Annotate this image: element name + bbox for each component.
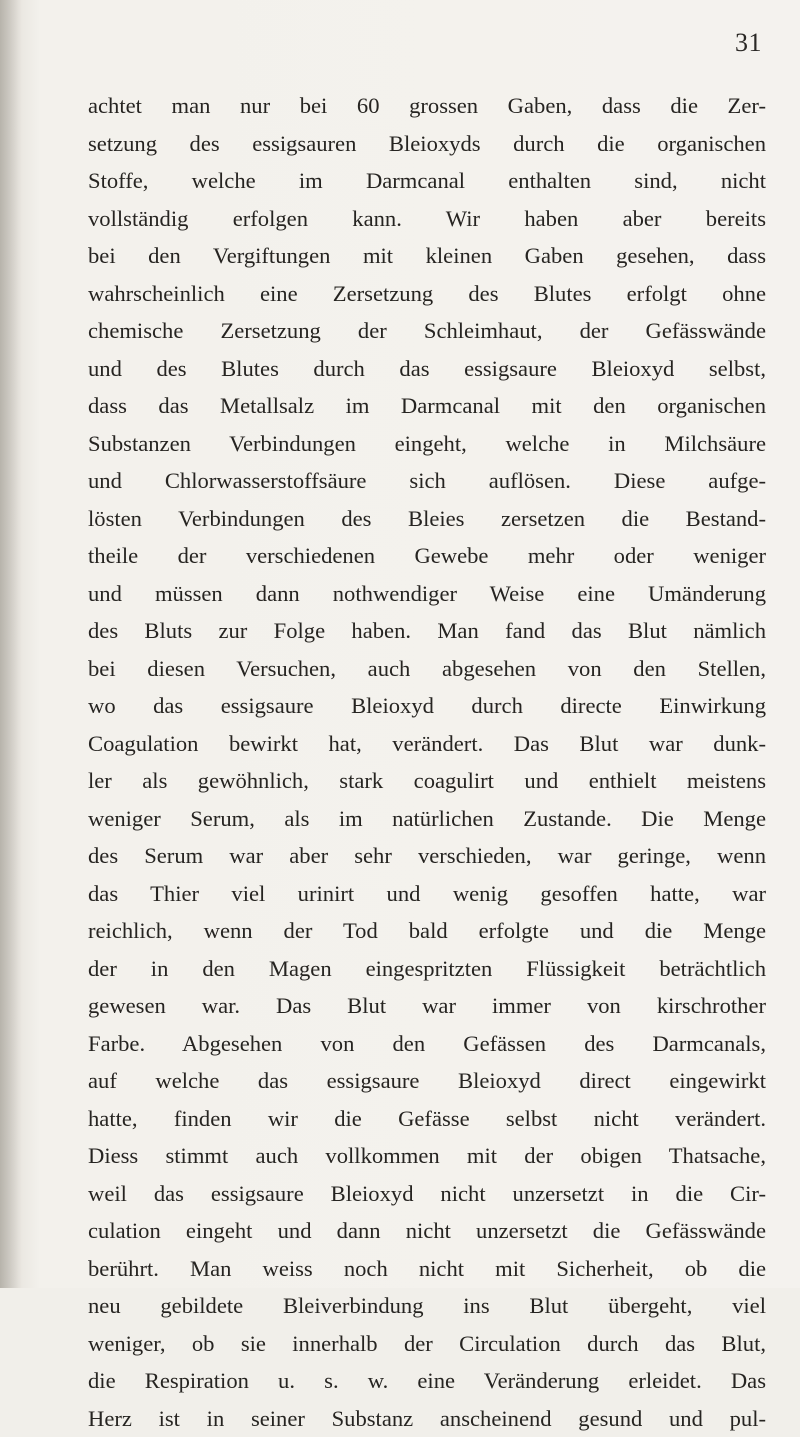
text-line: Stoffe, welche im Darmcanal enthalten sind, nicht (88, 162, 766, 200)
text-line: das Thier viel urinirt und wenig gesoffen hatte, war (88, 875, 766, 913)
text-line: des Bluts zur Folge haben. Man fand das Blut nämlich (88, 612, 766, 650)
text-line: bei den Vergiftungen mit kleinen Gaben gesehen, dass (88, 237, 766, 275)
text-line: vollständig erfolgen kann. Wir haben aber bereits (88, 200, 766, 238)
text-line: weil das essigsaure Bleioxyd nicht unzersetzt in die Cir- (88, 1175, 766, 1213)
body-text (88, 87, 766, 1437)
text-line: achtet man nur bei 60 grossen Gaben, dass die Zer- (88, 87, 766, 125)
text-line: dass das Metallsalz im Darmcanal mit den organischen (88, 387, 766, 425)
text-line: des Serum war aber sehr verschieden, war geringe, wenn (88, 837, 766, 875)
text-line: Diess stimmt auch vollkommen mit der obigen Thatsache, (88, 1137, 766, 1175)
text-line: weniger, ob sie innerhalb der Circulation durch das Blut, (88, 1325, 766, 1363)
text-line: und des Blutes durch das essigsaure Bleioxyd selbst, (88, 350, 766, 388)
text-line: hatte, finden wir die Gefässe selbst nicht verändert. (88, 1100, 766, 1138)
text-line: bei diesen Versuchen, auch abgesehen von den Stellen, (88, 650, 766, 688)
text-line: lösten Verbindungen des Bleies zersetzen die Bestand- (88, 500, 766, 538)
text-line: gewesen war. Das Blut war immer von kirschrother (88, 987, 766, 1025)
text-line: berührt. Man weiss noch nicht mit Sicherheit, ob die (88, 1250, 766, 1288)
text-line: reichlich, wenn der Tod bald erfolgte und die Menge (88, 912, 766, 950)
text-line: chemische Zersetzung der Schleimhaut, der Gefässwände (88, 312, 766, 350)
text-line: weniger Serum, als im natürlichen Zustande. Die Menge (88, 800, 766, 838)
text-line: auf welche das essigsaure Bleioxyd direct eingewirkt (88, 1062, 766, 1100)
text-line: neu gebildete Bleiverbindung ins Blut übergeht, viel (88, 1287, 766, 1325)
text-line: ler als gewöhnlich, stark coagulirt und enthielt meistens (88, 762, 766, 800)
text-line: der in den Magen eingespritzten Flüssigkeit beträchtlich (88, 950, 766, 988)
text-line: wo das essigsaure Bleioxyd durch directe Einwirkung (88, 687, 766, 725)
text-line: culation eingeht und dann nicht unzersetzt die Gefässwände (88, 1212, 766, 1250)
page-gutter-shadow (0, 0, 22, 1288)
text-line: wahrscheinlich eine Zersetzung des Blutes erfolgt ohne (88, 275, 766, 313)
text-line: Herz ist in seiner Substanz anscheinend gesund und pul- (88, 1400, 766, 1437)
text-line: und Chlorwasserstoffsäure sich auflösen. Diese aufge- (88, 462, 766, 500)
page-number: 31 (735, 28, 762, 58)
text-line: die Respiration u. s. w. eine Veränderung erleidet. Das (88, 1362, 766, 1400)
text-line: Coagulation bewirkt hat, verändert. Das Blut war dunk- (88, 725, 766, 763)
text-line: Substanzen Verbindungen eingeht, welche in Milchsäure (88, 425, 766, 463)
text-line: Farbe. Abgesehen von den Gefässen des Darmcanals, (88, 1025, 766, 1063)
text-line: setzung des essigsauren Bleioxyds durch die organischen (88, 125, 766, 163)
text-line: und müssen dann nothwendiger Weise eine Umänderung (88, 575, 766, 613)
text-line: theile der verschiedenen Gewebe mehr oder weniger (88, 537, 766, 575)
